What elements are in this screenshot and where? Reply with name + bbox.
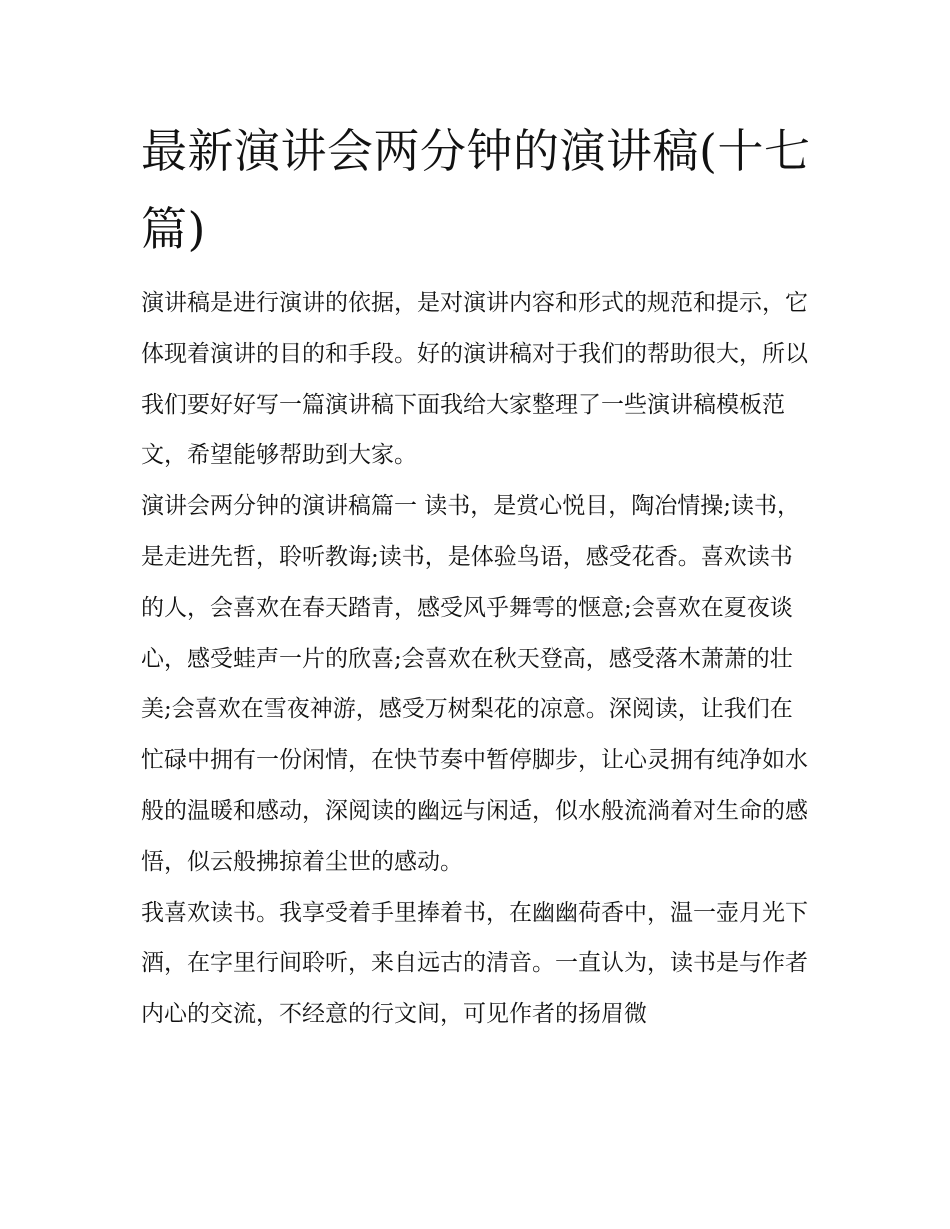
document-body [141,112,813,1040]
reading-paragraph: 我喜欢读书。我享受着手里捧着书，在幽幽荷香中，温一壶月光下酒，在字里行间聆听，来自远古的清音。一直认为，读书是与作者内心的交流，不经意的行文间，可见作者的扬眉微 [141,899,808,1028]
title-spacer [141,268,813,278]
speech-one-paragraph: 演讲会两分钟的演讲稿篇一 读书，是赏心悦目，陶冶情操;读书，是走进先哲，聆听教诲;读书，是体验鸟语，感受花香。喜欢读书的人，会喜欢在春天踏青，感受风乎舞雩的惬意;会喜欢在夏夜谈心，感受蛙声一片的欣喜;会喜欢在秋天登高，感受落木萧萧的壮美;会喜欢在雪夜神游，感受万树梨花的凉意。深阅读，让我们在忙碌中拥有一份闲情，在快节奏中暂停脚步，让心灵拥有纯净如水般的温暖和感动，深阅读的幽远与闲适，似水般流淌着对生命的感悟，似云般拂掠着尘世的感动。 [141,493,808,875]
intro-paragraph: 演讲稿是进行演讲的依据，是对演讲内容和形式的规范和提示，它体现着演讲的目的和手段。好的演讲稿对于我们的帮助很大，所以我们要好好写一篇演讲稿下面我给大家整理了一些演讲稿模板范文，希望能够帮助到大家。 [141,290,808,469]
document-title: 最新演讲会两分钟的演讲稿(十七篇) [141,124,811,256]
